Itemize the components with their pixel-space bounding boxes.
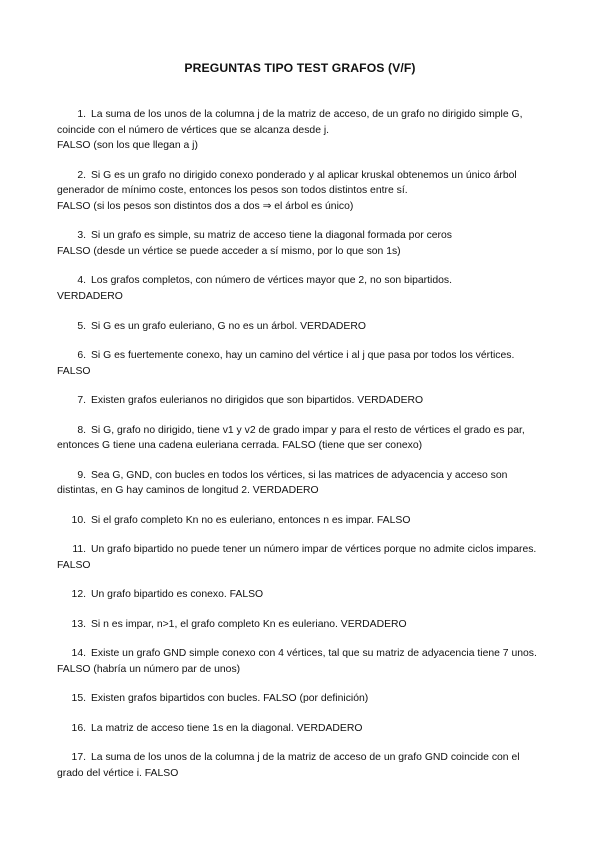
question-item	[57, 513, 543, 529]
question-text: La matriz de acceso tiene 1s en la diagonal. VERDADERO	[91, 722, 363, 734]
question-number: 9.	[77, 469, 86, 481]
question-text: Un grafo bipartido no puede tener un número impar de vértices porque no admite ciclos impares. FALSO	[57, 544, 537, 571]
question-list	[57, 107, 543, 795]
question-number: 7.	[77, 395, 86, 407]
question-number: 3.	[77, 230, 86, 242]
question-text: Si G es un grafo euleriano, G no es un árbol. VERDADERO	[91, 320, 366, 332]
question-text: Si un grafo es simple, su matriz de acceso tiene la diagonal formada por ceros	[91, 230, 452, 242]
question-number: 10.	[71, 514, 86, 526]
question-text: Existe un grafo GND simple conexo con 4 vértices, tal que su matriz de adyacencia tiene 7 unos. FALSO (habría un número par de unos)	[57, 648, 537, 675]
question-number: 15.	[71, 693, 86, 705]
question-item	[57, 393, 543, 409]
question-item	[57, 750, 543, 781]
question-text: Si G es un grafo no dirigido conexo ponderado y al aplicar kruskal obtenemos un único árbol generador de mínimo coste, entonces los pesos son todos distintos entre sí.	[57, 169, 517, 197]
question-item	[57, 542, 543, 573]
question-number: 14.	[71, 648, 86, 660]
question-number: 11.	[72, 544, 86, 556]
question-number: 5.	[77, 320, 86, 332]
question-number: 1.	[77, 109, 86, 120]
question-number: 6.	[77, 349, 86, 361]
question-item	[57, 587, 543, 603]
question-answer: FALSO (si los pesos son distintos dos a dos ⇒ el árbol es único)	[57, 200, 354, 212]
question-number: 17.	[71, 752, 86, 764]
question-item	[57, 423, 543, 454]
question-item	[57, 646, 543, 677]
question-number: 4.	[77, 275, 86, 287]
question-item	[57, 168, 543, 215]
question-text: La suma de los unos de la columna j de la matriz de acceso de un grafo GND coincide con el grado del vértice i. FALSO	[57, 752, 520, 779]
question-number: 2.	[77, 169, 86, 181]
question-number: 8.	[77, 424, 86, 436]
question-text: Existen grafos bipartidos con bucles. FALSO (por definición)	[91, 693, 369, 705]
question-item	[57, 468, 543, 499]
question-text: Si n es impar, n>1, el grafo completo Kn es euleriano. VERDADERO	[91, 618, 407, 630]
question-item	[57, 273, 543, 304]
question-number: 16.	[71, 722, 86, 734]
question-item	[57, 228, 543, 259]
question-text: Un grafo bipartido es conexo. FALSO	[91, 589, 264, 601]
question-text: Si el grafo completo Kn no es euleriano, entonces n es impar. FALSO	[91, 514, 411, 526]
question-item	[57, 107, 543, 154]
question-number: 12.	[71, 589, 86, 601]
question-text: Si G es fuertemente conexo, hay un camino del vértice i al j que pasa por todos los vértices. FALSO	[57, 349, 515, 377]
question-item	[57, 691, 543, 707]
question-item	[57, 319, 543, 335]
question-text: Existen grafos eulerianos no dirigidos que son bipartidos. VERDADERO	[91, 395, 424, 407]
question-answer: VERDADERO	[57, 291, 123, 303]
question-text: La suma de los unos de la columna j de la matriz de acceso, de un grafo no dirigido simple G, coincide con el número de vértices que se alcanza desde j.	[57, 109, 523, 136]
question-item	[57, 617, 543, 633]
question-item	[57, 348, 543, 379]
question-text: Los grafos completos, con número de vértices mayor que 2, no son bipartidos.	[91, 275, 452, 287]
question-item	[57, 721, 543, 737]
page-title: PREGUNTAS TIPO TEST GRAFOS (V/F)	[184, 61, 416, 75]
question-answer: FALSO (desde un vértice se puede acceder a sí mismo, por lo que son 1s)	[57, 245, 401, 257]
question-number: 13.	[71, 618, 86, 630]
question-text: Sea G, GND, con bucles en todos los vértices, si las matrices de adyacencia y acceso son distintas, en G hay caminos de longitud 2. VERDADERO	[57, 469, 508, 497]
question-answer: FALSO (son los que llegan a j)	[57, 140, 198, 152]
question-text: Si G, grafo no dirigido, tiene v1 y v2 de grado impar y para el resto de vértices el grado es par, entonces G tiene una cadena euleriana cerrada. FALSO (tiene que ser conexo)	[57, 424, 525, 452]
